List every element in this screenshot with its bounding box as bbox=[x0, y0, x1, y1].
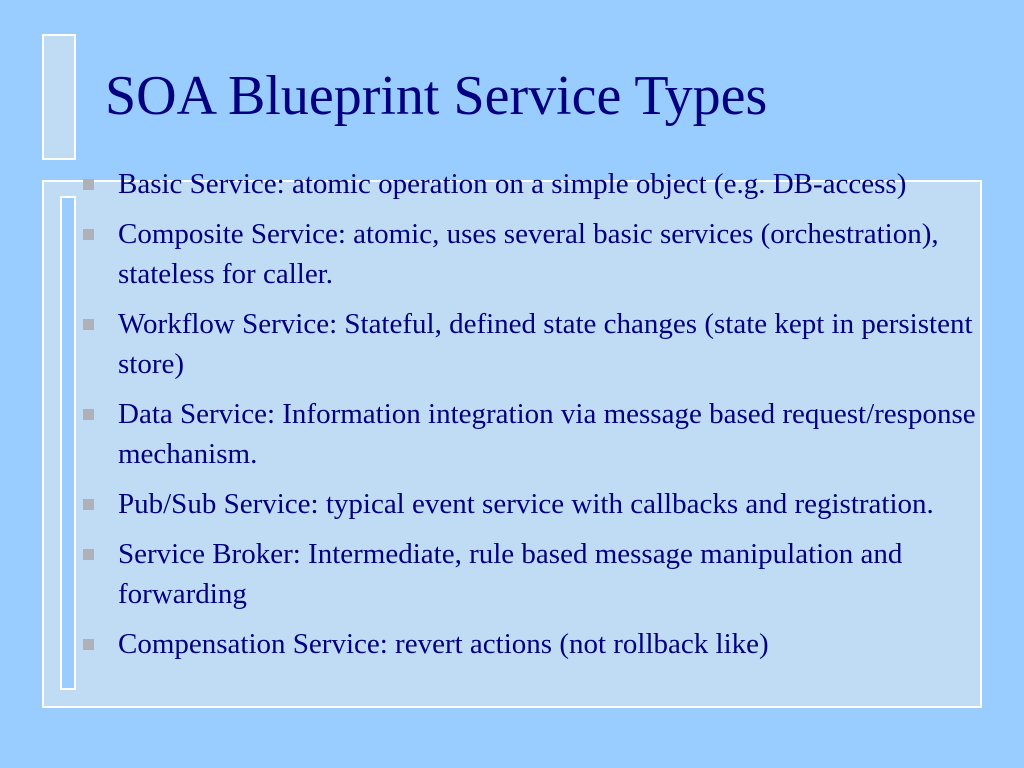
square-bullet-icon bbox=[83, 499, 94, 510]
bullet-item bbox=[80, 624, 990, 664]
square-bullet-icon bbox=[83, 549, 94, 560]
bullet-text: Workflow Service: Stateful, defined state changes (state kept in persistent store) bbox=[118, 308, 973, 380]
bullet-item bbox=[80, 534, 990, 614]
bullet-item bbox=[80, 164, 990, 204]
bullet-list bbox=[80, 164, 990, 674]
square-bullet-icon bbox=[83, 179, 94, 190]
bullet-item bbox=[80, 484, 990, 524]
bullet-text: Composite Service: atomic, uses several basic services (orchestration), stateless for caller. bbox=[118, 218, 939, 290]
decorative-left-bar bbox=[60, 196, 76, 690]
decorative-title-bar bbox=[42, 34, 76, 160]
bullet-item bbox=[80, 304, 990, 384]
bullet-text: Compensation Service: revert actions (not rollback like) bbox=[118, 628, 769, 660]
bullet-text: Pub/Sub Service: typical event service with callbacks and registration. bbox=[118, 488, 934, 520]
square-bullet-icon bbox=[83, 409, 94, 420]
bullet-text: Service Broker: Intermediate, rule based message manipulation and forwarding bbox=[118, 538, 903, 610]
slide-title: SOA Blueprint Service Types bbox=[105, 65, 768, 127]
square-bullet-icon bbox=[83, 229, 94, 240]
square-bullet-icon bbox=[83, 639, 94, 650]
bullet-item bbox=[80, 394, 990, 474]
square-bullet-icon bbox=[83, 319, 94, 330]
bullet-text: Basic Service: atomic operation on a simple object (e.g. DB-access) bbox=[118, 168, 907, 200]
bullet-item bbox=[80, 214, 990, 294]
bullet-text: Data Service: Information integration via message based request/response mechanism. bbox=[118, 398, 976, 470]
